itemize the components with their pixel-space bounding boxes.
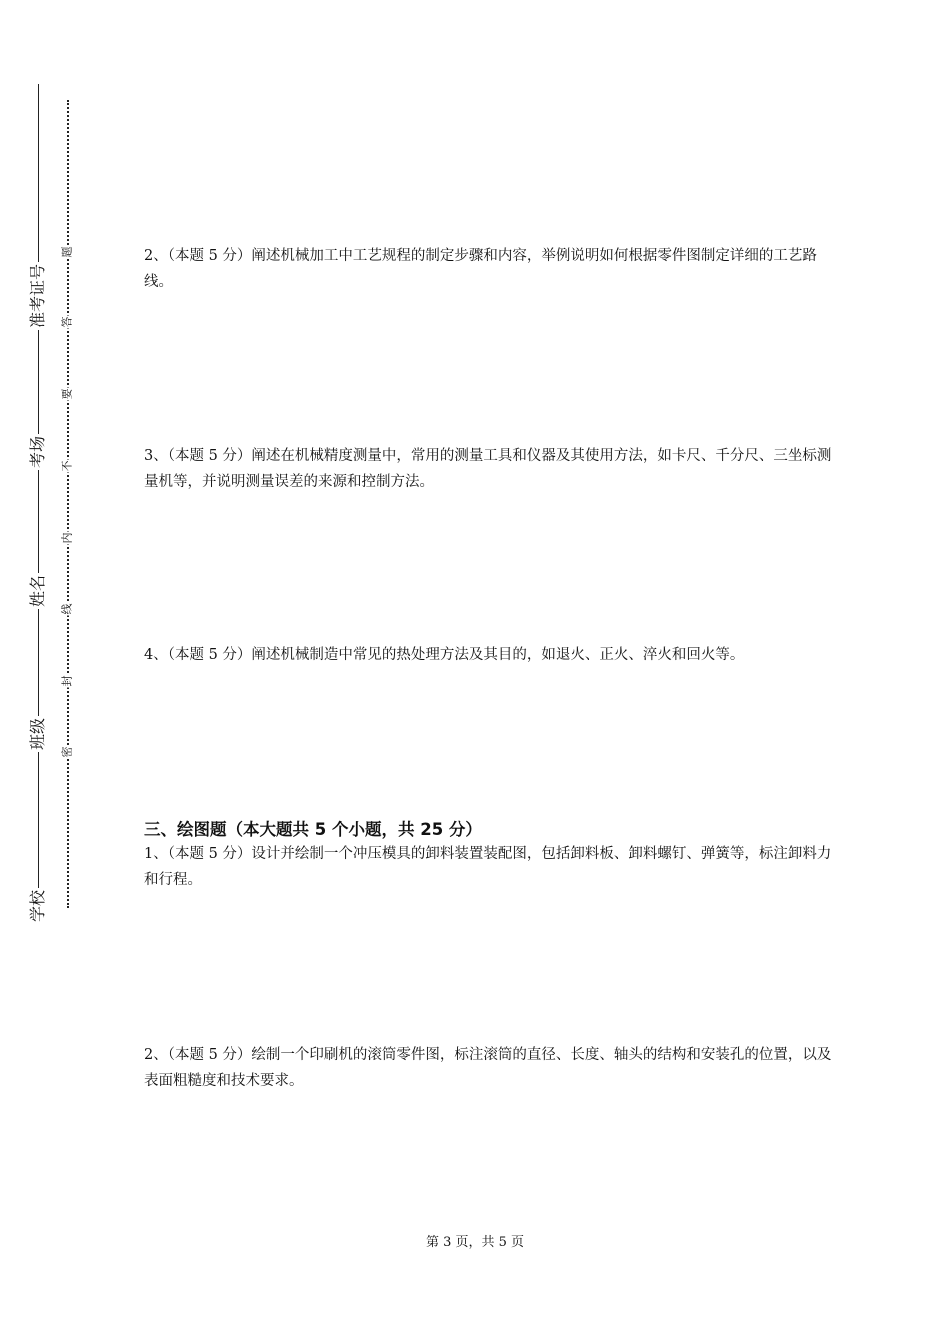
seal-dotted-line [67, 100, 69, 908]
question-3-1: 1、（本题 5 分）设计并绘制一个冲压模具的卸料装置装配图，包括卸料板、卸料螺钉、弹簧等，标注卸料力和行程。 [144, 846, 832, 888]
question-2-2: 2、（本题 5 分）阐述机械加工中工艺规程的制定步骤和内容，举例说明如何根据零件图制定详细的工艺路线。 [144, 248, 817, 290]
question-3-2: 2、（本题 5 分）绘制一个印刷机的滚筒零件图，标注滚筒的直径、长度、轴头的结构和安装孔的位置，以及表面粗糙度和技术要求。 [144, 1047, 832, 1089]
section-3-title: 三、绘图题（本大题共 5 个小题，共 25 分） [144, 820, 482, 839]
question-2-4: 4、（本题 5 分）阐述机械制造中常见的热处理方法及其目的，如退火、正火、淬火和回火等。 [144, 647, 745, 663]
page-footer: 第 3 页，共 5 页 [425, 1235, 525, 1250]
question-2-3: 3、（本题 5 分）阐述在机械精度测量中，常用的测量工具和仪器及其使用方法，如卡尺、千分尺、三坐标测量机等，并说明测量误差的来源和控制方法。 [144, 448, 832, 490]
binding-solid-line [38, 84, 39, 922]
